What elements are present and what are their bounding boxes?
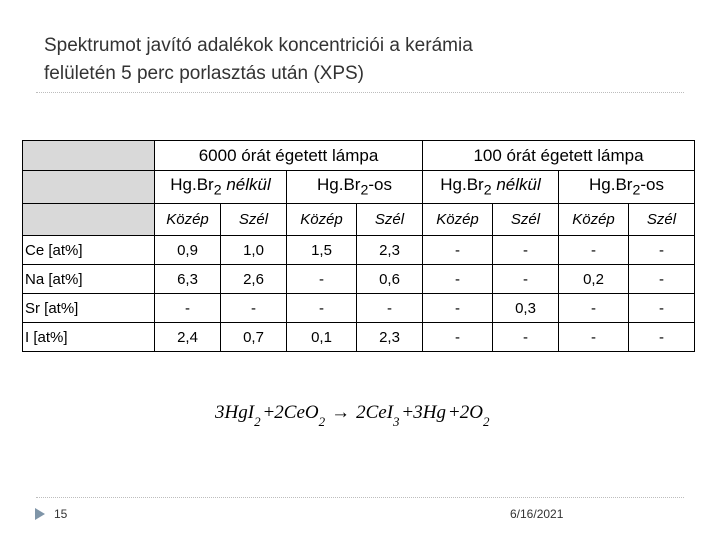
table-cell: - — [629, 294, 695, 323]
equation-term: O — [469, 402, 483, 423]
table-cell: - — [423, 236, 493, 265]
table-cell: 0,7 — [221, 323, 287, 352]
table-cell: - — [493, 265, 559, 294]
table-cell: 0,9 — [155, 236, 221, 265]
slide-title — [44, 32, 684, 88]
table-row — [23, 294, 695, 323]
equation-subscript: 3 — [393, 414, 400, 429]
table-cell: - — [629, 265, 695, 294]
reaction-arrow: → — [331, 402, 351, 423]
table-cell: - — [357, 294, 423, 323]
table-cell: 2,3 — [357, 236, 423, 265]
equation-term: CeI — [365, 402, 394, 423]
title-divider — [36, 92, 684, 93]
title-line-1: Spektrumot javító adalékok koncentriciói a kerámia — [44, 35, 473, 56]
lamp-100-header: 100 órát égetett lámpa — [423, 141, 695, 171]
position-header-szel: Szél — [493, 204, 559, 236]
equation-operator: + — [402, 402, 414, 423]
equation-term: 3 — [215, 402, 225, 423]
table-row — [23, 323, 695, 352]
variant-header-with: $Hg.Br_2-os$ — [287, 171, 423, 204]
table-cell: 0,2 — [559, 265, 629, 294]
chemical-equation — [215, 396, 525, 436]
corner-cell — [23, 141, 155, 171]
equation-term: 2 — [356, 402, 366, 423]
table-cell: 0,1 — [287, 323, 357, 352]
equation-term: 3 — [413, 402, 423, 423]
position-header-szel: Szél — [357, 204, 423, 236]
table-cell: - — [155, 294, 221, 323]
footer-divider — [36, 497, 684, 498]
page-number: 15 — [54, 507, 68, 521]
equation-subscript: 2 — [318, 414, 326, 429]
table-cell: - — [423, 323, 493, 352]
equation-operator: + — [263, 402, 275, 423]
row-label: Sr [at%] — [23, 294, 155, 323]
table-cell: - — [493, 236, 559, 265]
slide-date: 6/16/2021 — [510, 507, 564, 521]
table-cell: 2,6 — [221, 265, 287, 294]
table-cell: 1,5 — [287, 236, 357, 265]
variant-header-without: $Hg.Br_2$ nélkül — [155, 171, 287, 204]
table-cell: - — [559, 323, 629, 352]
table-cell: 1,0 — [221, 236, 287, 265]
position-header-kozep: Közép — [155, 204, 221, 236]
equation-term: 2 — [459, 402, 470, 423]
table-cell: 0,6 — [357, 265, 423, 294]
table-cell: - — [559, 294, 629, 323]
equation-term: 2 — [274, 402, 284, 423]
equation-operator: + — [449, 402, 460, 423]
table-cell: 0,3 — [493, 294, 559, 323]
position-header-kozep: Közép — [559, 204, 629, 236]
position-header-szel: Szél — [221, 204, 287, 236]
corner-cell — [23, 204, 155, 236]
position-header-szel: Szél — [629, 204, 695, 236]
table-cell: - — [559, 236, 629, 265]
equation-term: CeO — [283, 402, 319, 423]
position-header-kozep: Közép — [287, 204, 357, 236]
table-cell: - — [221, 294, 287, 323]
row-label: I [at%] — [23, 323, 155, 352]
title-line-2: felületén 5 perc porlasztás után (XPS) — [44, 63, 365, 84]
equation-subscript: 2 — [482, 414, 490, 429]
table-row — [23, 265, 695, 294]
table-row — [23, 236, 695, 265]
table-cell: - — [629, 323, 695, 352]
variant-header-without: $Hg.Br_2$ nélkül — [423, 171, 559, 204]
table-cell: 2,3 — [357, 323, 423, 352]
table-cell: - — [287, 265, 357, 294]
table-cell: - — [287, 294, 357, 323]
position-header-kozep: Közép — [423, 204, 493, 236]
variant-header-with: $Hg.Br_2-os$ — [559, 171, 695, 204]
table-cell: - — [423, 265, 493, 294]
lamp-6000-header: 6000 órát égetett lámpa — [155, 141, 423, 171]
table-cell: 2,4 — [155, 323, 221, 352]
concentration-table — [22, 140, 695, 352]
equation-subscript: 2 — [254, 414, 261, 429]
corner-cell — [23, 171, 155, 204]
table-cell: - — [493, 323, 559, 352]
row-label: Na [at%] — [23, 265, 155, 294]
equation-term: HgI — [224, 402, 255, 423]
row-label: Ce [at%] — [23, 236, 155, 265]
slide-bullet-arrow-icon — [34, 507, 46, 521]
svg-text:3HgI2+2CeO2→2CeI3+3Hg+2O2 — [215, 402, 490, 429]
table-cell: - — [629, 236, 695, 265]
table-cell: - — [423, 294, 493, 323]
equation-term: Hg — [422, 402, 446, 423]
table-cell: 6,3 — [155, 265, 221, 294]
